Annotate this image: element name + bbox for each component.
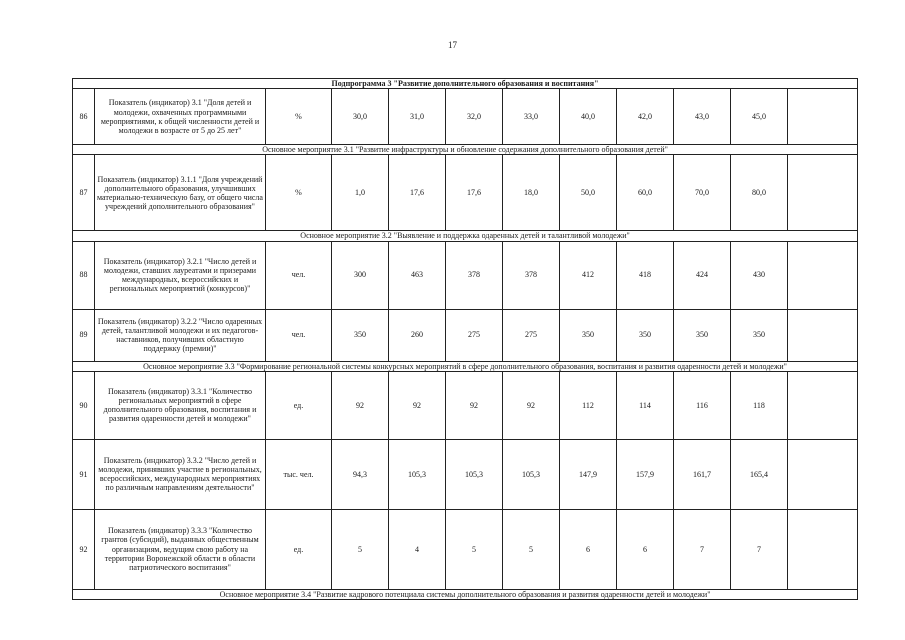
- value-cell: 157,9: [617, 439, 674, 509]
- indicator-name: Показатель (индикатор) 3.1.1 "Доля учреждений дополнительного образования, улучшивших материально-техническую базу, от общего числа учреждений дополнительного образования": [95, 155, 266, 231]
- value-cell: 424: [674, 241, 731, 309]
- value-cell: 350: [731, 309, 788, 361]
- value-cell: 40,0: [560, 89, 617, 145]
- table-row: [73, 509, 858, 589]
- value-cell: 350: [332, 309, 389, 361]
- value-cell: 114: [617, 371, 674, 439]
- value-cell: 80,0: [731, 155, 788, 231]
- table-row: [73, 89, 858, 145]
- value-cell: 116: [674, 371, 731, 439]
- value-cell: 105,3: [446, 439, 503, 509]
- subprogram-row: [73, 79, 858, 89]
- value-cell: 92: [503, 371, 560, 439]
- value-cell: 412: [560, 241, 617, 309]
- value-cell: 92: [332, 371, 389, 439]
- indicator-name: Показатель (индикатор) 3.3.2 "Число детей и молодежи, принявших участие в региональных, всероссийских, международных мероприятиях по различным направлениям деятельности": [95, 439, 266, 509]
- value-cell: 18,0: [503, 155, 560, 231]
- row-number: 90: [73, 371, 95, 439]
- event-row: [73, 231, 858, 241]
- event-title: Основное мероприятие 3.2 "Выявление и поддержка одаренных детей и талантливой молодежи": [73, 231, 858, 241]
- value-cell: 165,4: [731, 439, 788, 509]
- unit-cell: %: [266, 155, 332, 231]
- empty-cell: [788, 89, 858, 145]
- page-number: 17: [448, 40, 457, 50]
- unit-cell: ед.: [266, 371, 332, 439]
- value-cell: 378: [446, 241, 503, 309]
- empty-cell: [788, 241, 858, 309]
- value-cell: 1,0: [332, 155, 389, 231]
- unit-cell: ед.: [266, 509, 332, 589]
- row-number: 87: [73, 155, 95, 231]
- value-cell: 105,3: [389, 439, 446, 509]
- indicator-name: Показатель (индикатор) 3.3.3 "Количество грантов (субсидий), выданных общественным организациям, ведущим свою работу на территории Воронежской области в области патриотического воспитания": [95, 509, 266, 589]
- unit-cell: тыс. чел.: [266, 439, 332, 509]
- row-number: 91: [73, 439, 95, 509]
- value-cell: 112: [560, 371, 617, 439]
- value-cell: 7: [731, 509, 788, 589]
- event-title: Основное мероприятие 3.4 "Развитие кадрового потенциала системы дополнительного образования и развития одаренности детей и молодежи": [73, 589, 858, 599]
- row-number: 88: [73, 241, 95, 309]
- value-cell: 275: [446, 309, 503, 361]
- value-cell: 260: [389, 309, 446, 361]
- value-cell: 32,0: [446, 89, 503, 145]
- value-cell: 4: [389, 509, 446, 589]
- unit-cell: чел.: [266, 309, 332, 361]
- indicator-name: Показатель (индикатор) 3.3.1 "Количество региональных мероприятий в сфере дополнительного образования, воспитания и развития одаренности детей и молодежи": [95, 371, 266, 439]
- value-cell: 5: [503, 509, 560, 589]
- value-cell: 42,0: [617, 89, 674, 145]
- event-title: Основное мероприятие 3.3 "Формирование региональной системы конкурсных мероприятий в сфере дополнительного образования, воспитания и развития одаренности детей и молодежи": [73, 361, 858, 371]
- value-cell: 43,0: [674, 89, 731, 145]
- empty-cell: [788, 155, 858, 231]
- indicator-name: Показатель (индикатор) 3.2.2 "Число одаренных детей, талантливой молодежи и их педагогов-наставников, получивших областную поддержку (премии)": [95, 309, 266, 361]
- value-cell: 463: [389, 241, 446, 309]
- value-cell: 6: [617, 509, 674, 589]
- table-row: [73, 309, 858, 361]
- event-row: [73, 361, 858, 371]
- empty-cell: [788, 371, 858, 439]
- indicator-name: Показатель (индикатор) 3.2.1 "Число детей и молодежи, ставших лауреатами и призерами международных, всероссийских и региональных мероприятий (конкурсов)": [95, 241, 266, 309]
- value-cell: 5: [332, 509, 389, 589]
- empty-cell: [788, 439, 858, 509]
- event-row: [73, 145, 858, 155]
- value-cell: 350: [674, 309, 731, 361]
- value-cell: 300: [332, 241, 389, 309]
- empty-cell: [788, 509, 858, 589]
- value-cell: 50,0: [560, 155, 617, 231]
- value-cell: 30,0: [332, 89, 389, 145]
- value-cell: 92: [446, 371, 503, 439]
- row-number: 86: [73, 89, 95, 145]
- value-cell: 31,0: [389, 89, 446, 145]
- value-cell: 92: [389, 371, 446, 439]
- value-cell: 147,9: [560, 439, 617, 509]
- table-row: [73, 439, 858, 509]
- table-row: [73, 155, 858, 231]
- value-cell: 17,6: [446, 155, 503, 231]
- value-cell: 105,3: [503, 439, 560, 509]
- unit-cell: чел.: [266, 241, 332, 309]
- value-cell: 161,7: [674, 439, 731, 509]
- value-cell: 70,0: [674, 155, 731, 231]
- indicators-table: [72, 78, 858, 600]
- row-number: 89: [73, 309, 95, 361]
- value-cell: 378: [503, 241, 560, 309]
- value-cell: 7: [674, 509, 731, 589]
- value-cell: 118: [731, 371, 788, 439]
- value-cell: 33,0: [503, 89, 560, 145]
- value-cell: 350: [560, 309, 617, 361]
- indicator-name: Показатель (индикатор) 3.1 "Доля детей и молодежи, охваченных программными мероприятиями, к общей численности детей и молодежи в возрасте от 5 до 25 лет": [95, 89, 266, 145]
- value-cell: 94,3: [332, 439, 389, 509]
- value-cell: 430: [731, 241, 788, 309]
- event-title: Основное мероприятие 3.1 "Развитие инфраструктуры и обновление содержания дополнительного образования детей": [73, 145, 858, 155]
- value-cell: 418: [617, 241, 674, 309]
- value-cell: 17,6: [389, 155, 446, 231]
- value-cell: 6: [560, 509, 617, 589]
- row-number: 92: [73, 509, 95, 589]
- value-cell: 275: [503, 309, 560, 361]
- value-cell: 5: [446, 509, 503, 589]
- value-cell: 45,0: [731, 89, 788, 145]
- event-row: [73, 589, 858, 599]
- subprogram-title: Подпрограмма 3 "Развитие дополнительного образования и воспитания": [73, 79, 858, 89]
- table-row: [73, 371, 858, 439]
- table-row: [73, 241, 858, 309]
- value-cell: 350: [617, 309, 674, 361]
- value-cell: 60,0: [617, 155, 674, 231]
- empty-cell: [788, 309, 858, 361]
- unit-cell: %: [266, 89, 332, 145]
